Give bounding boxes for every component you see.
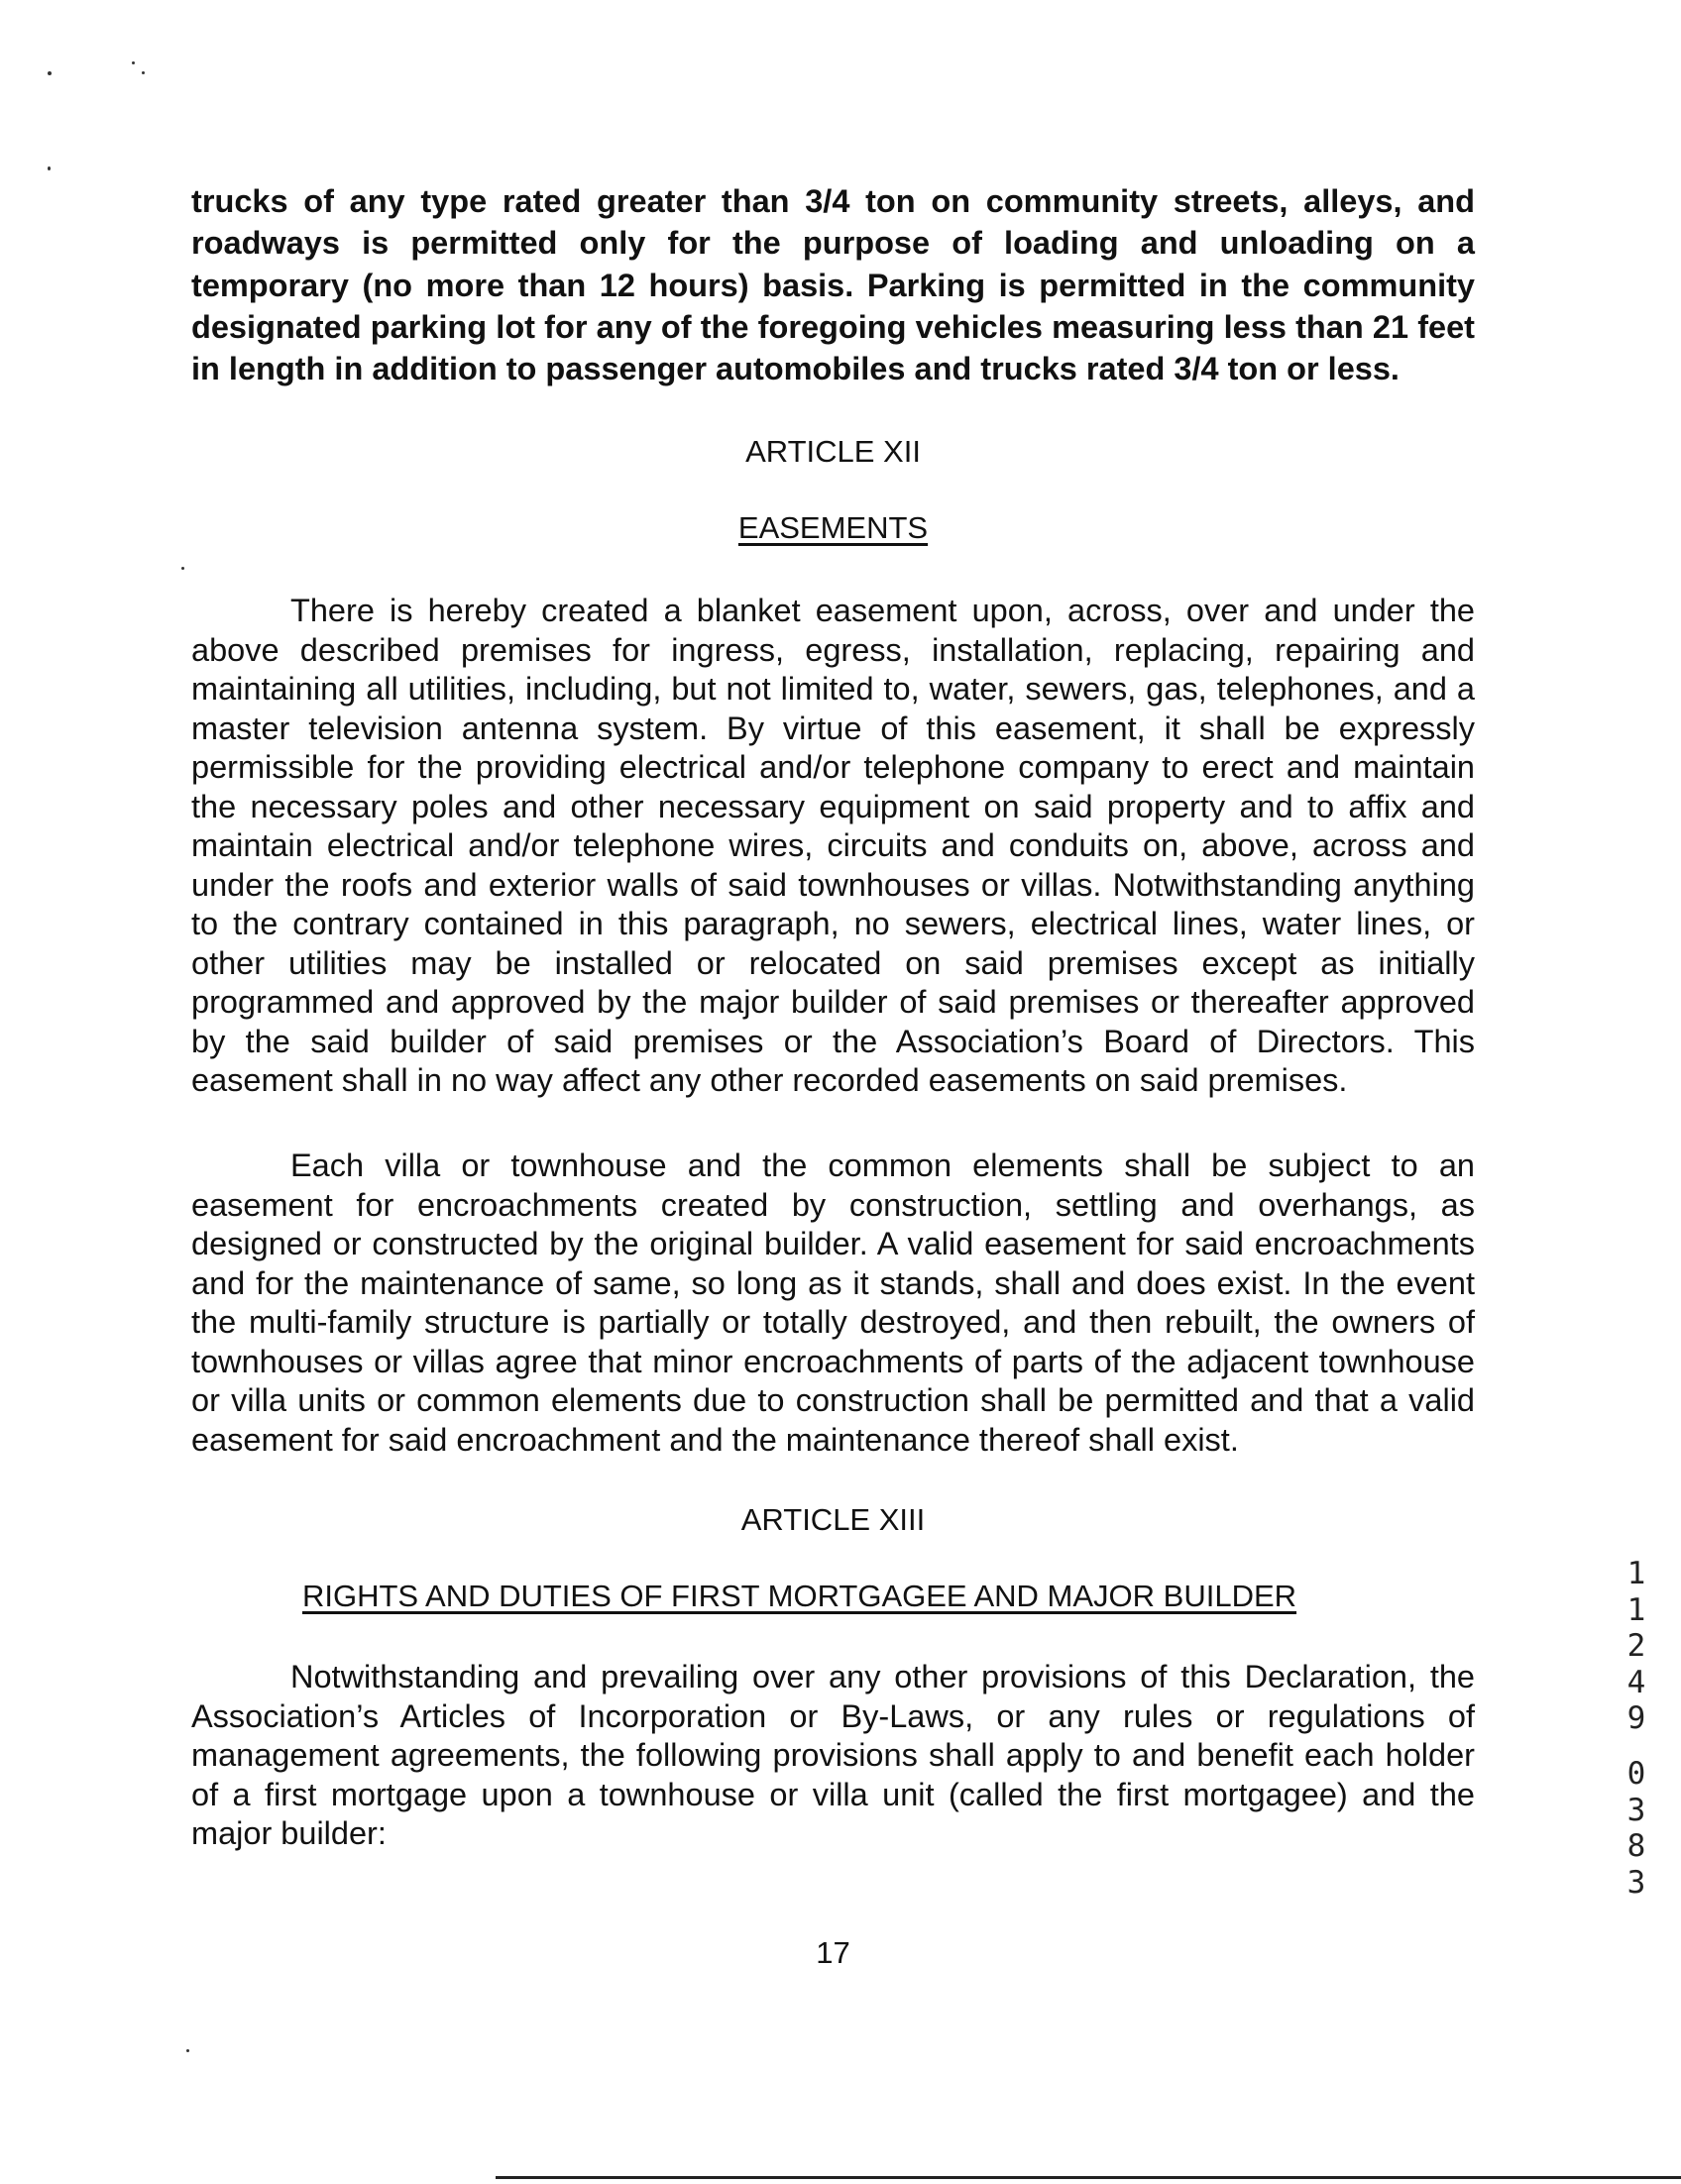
page-number: 17 xyxy=(816,1935,850,1970)
scan-speck xyxy=(48,71,52,75)
mortgagee-paragraph: Notwithstanding and prevailing over any other provisions of this Declaration, the Association’s Articles of Incorporation or By-Laws, or any rules or regulations of management agreements, the following provisions shall apply to and benefit each holder of a first mortgage upon a townhouse or villa unit (called the first mortgagee) and the major builder: xyxy=(191,1659,1475,1851)
scan-speck xyxy=(186,2049,189,2052)
stamp-digit: 4 xyxy=(1626,1664,1646,1700)
stamp-digit: 1 xyxy=(1626,1591,1646,1628)
margin-stamp-group-1 xyxy=(1622,1556,1651,1737)
article-12-number: ARTICLE XII xyxy=(745,434,921,469)
article-13-title-text: RIGHTS AND DUTIES OF FIRST MORTGAGEE AND MAJOR BUILDER xyxy=(302,1579,1297,1613)
scan-speck xyxy=(132,61,135,64)
margin-stamp-group-2 xyxy=(1622,1756,1651,1901)
stamp-digit: 3 xyxy=(1626,1864,1646,1901)
scan-edge-rule xyxy=(496,2176,1681,2179)
stamp-digit: 1 xyxy=(1626,1556,1646,1591)
stamp-digit: 3 xyxy=(1626,1792,1646,1828)
stamp-digit: 2 xyxy=(1626,1628,1646,1664)
scan-speck xyxy=(48,166,51,170)
continuation-paragraph: trucks of any type rated greater than 3/4 ton on community streets, alleys, and roadways is permitted only for the purpose of loading and unloading on a temporary (no more than 12 hours) basis. Parking is permitted in the community designated parking lot for any of the foregoing vehicles measuring less than 21 feet in length in addition to passenger automobiles and trucks rated 3/4 ton or less. xyxy=(191,183,1475,387)
stamp-digit: 9 xyxy=(1626,1700,1646,1736)
article-12-title-text: EASEMENTS xyxy=(737,510,929,545)
article-13-number: ARTICLE XIII xyxy=(740,1502,926,1537)
stamp-digit: 8 xyxy=(1626,1828,1646,1864)
easement-paragraph-1: There is hereby created a blanket easement upon, across, over and under the above described premises for ingress, egress, installation, replacing, repairing and maintaining all utilities, including, but not limited to, water, sewers, gas, telephones, and a master television antenna system. By virtue of this easement, it shall be expressly permissible for the providing electrical and/or telephone company to erect and maintain the necessary poles and other necessary equipment on said property and to affix and maintain electrical and/or telephone wires, circuits and conduits on, above, across and under the roofs and exterior walls of said townhouses or villas. Notwithstanding anything to the contrary contained in this paragraph, no sewers, electrical lines, water lines, or other utilities may be installed or relocated on said premises except as initially programmed and approved by the major builder of said premises or thereafter approved by the said builder of said premises or the Association’s Board of Directors. This easement shall in no way affect any other recorded easements on said premises. xyxy=(191,593,1475,1098)
scan-speck xyxy=(142,71,145,74)
scan-speck xyxy=(181,567,184,570)
easement-paragraph-2: Each villa or townhouse and the common elements shall be subject to an easement for encroachments created by construction, settling and overhangs, as designed or constructed by the original builder. A valid easement for said encroachments and for the maintenance of same, so long as it stands, shall and does exist. In the event the multi-family structure is partially or totally destroyed, and then rebuilt, the owners of townhouses or villas agree that minor encroachments of parts of the adjacent townhouse or villa units or common elements due to construction shall be permitted and that a valid easement for said encroachment and the maintenance thereof shall exist. xyxy=(191,1147,1475,1458)
article-13-title xyxy=(302,1578,1373,1615)
article-12-title xyxy=(191,509,1475,547)
stamp-digit: 0 xyxy=(1626,1756,1646,1792)
